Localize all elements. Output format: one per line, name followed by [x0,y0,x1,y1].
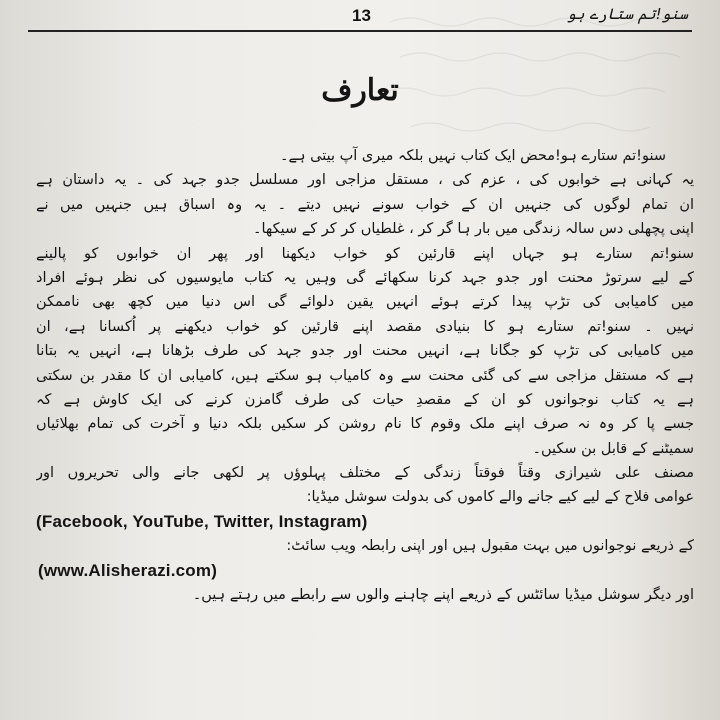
body-text [36,144,694,607]
website-url: (www.Alisherazi.com) [38,560,218,580]
text-line: اپنی پچھلی دس سالہ زندگی میں بار ہا گر کر ، غلطیاں کر کر کے سیکھا۔ [253,221,694,238]
page-header [28,4,692,32]
text-line: سنو!تم ستارے ہو جہاں اپنے قارئین کو خواب دیکھنا اور پھر ان خوابوں کو پالینے [36,245,694,262]
text-line: عوامی فلاح کے لیے کیے جانے والے کاموں کی بدولت سوشل میڈیا: [306,489,694,506]
text-line: ہے کہ مستقل مزاجی سے کی گئی محنت سے وہ کامیاب ہو سکتے ہیں، کامیابی ان کا مقدر بن سکتی [36,367,694,384]
text-line: کے ذریعے نوجوانوں میں بہت مقبول ہیں اور اپنی رابطہ ویب سائٹ: [286,538,694,555]
text-line: جسے پا کر وہ نہ صرف اپنے ملک وقوم کا نام روشن کر سکیں بلکہ دنیا و آخرت کی تمام بھلائیاں [36,416,694,433]
text-line: کے لیے سرتوڑ محنت اور جدو جہد کرنا سکھائے گی وہیں یہ کتاب مایوسیوں کی نظر ہوئے افراد [36,269,694,286]
text-line: سنو!تم ستارے ہو!محض ایک کتاب نہیں بلکہ میری آپ بیتی ہے۔ [280,148,666,164]
chapter-title: تعارف [321,73,399,108]
text-line: میں کامیابی کی تڑپ کو جگانا ہے، انہیں محنت اور جدو جہد کی طرف بڑھانا ہے، انہیں یہ بتانا [36,343,694,360]
running-head: سنو!تم ستارے ہو [566,5,688,23]
text-line: یہ کہانی ہے خوابوں کی ، عزم کی ، مستقل مزاجی اور مسلسل جدو جہد کی ۔ یہ داستان ہے [36,172,694,189]
text-line: ہے یہ کتاب نوجوانوں کو ان کے مقصدِ حیات کی طرف گامزن کرنے کی ایک کاوش ہے کہ [36,391,694,408]
text-line: ان تمام لوگوں کی جنہیں ان کے خواب سونے نہیں دیتے ۔ یہ وہ اسباق ہیں جنہیں میں نے [36,196,694,213]
text-line: میں کامیابی کی تڑپ پیدا کرتے ہوئے انہیں یقین دلوائے گی اس دنیا میں کچھ بھی ناممکن [36,294,694,311]
social-media-list: (Facebook, YouTube, Twitter, Instagram) [36,511,368,531]
text-line: نہیں ۔ سنو!تم ستارے ہو کا بنیادی مقصد اپنے قارئین کو خواب دیکھنے پر اُکسانا ہے، ان [36,318,694,335]
text-line: اور دیگر سوشل میڈیا سائٹس کے ذریعے اپنے چاہنے والوں سے رابطے میں رہتے ہیں۔ [192,587,694,604]
text-line: مصنف علی شیرازی وقتاً فوقتاً زندگی کے مختلف پہلوؤں پر لکھی جانے والی تحریروں اور [36,465,694,482]
page-number: 13 [352,6,371,25]
text-line: سمیٹنے کے قابل بن سکیں۔ [532,440,694,457]
